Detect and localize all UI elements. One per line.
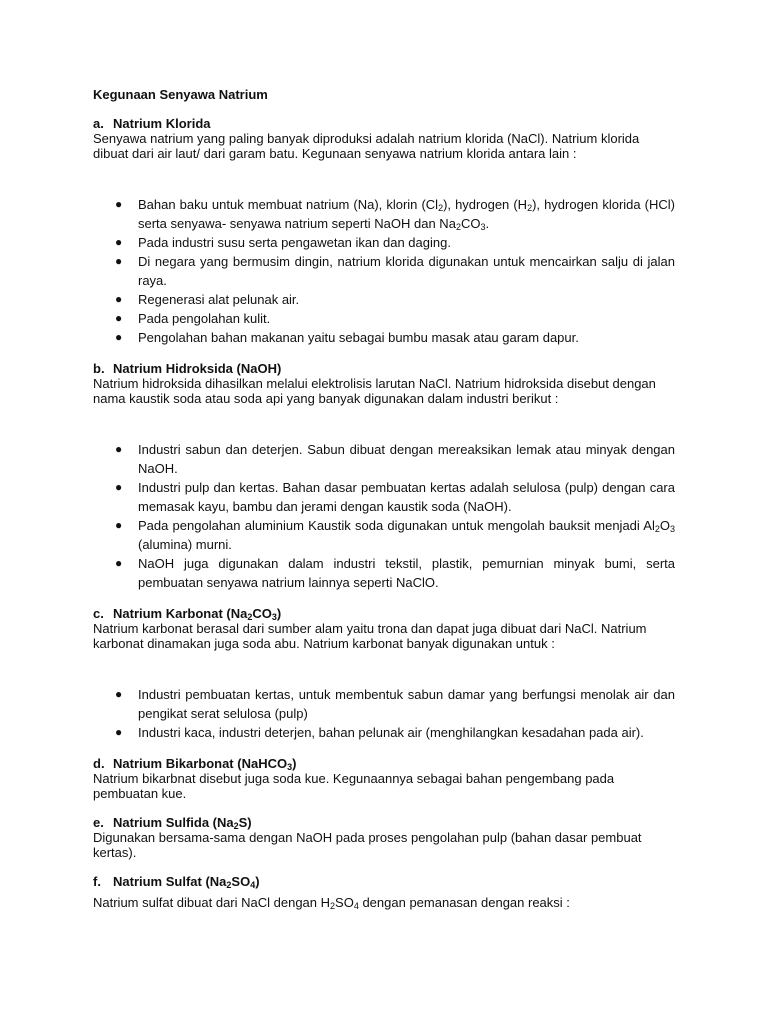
- section-letter: f.: [93, 874, 101, 889]
- document-title: Kegunaan Senyawa Natrium: [93, 87, 268, 102]
- list-item: [93, 685, 675, 723]
- list-item: [93, 233, 675, 252]
- section-heading: [93, 606, 675, 621]
- section-paragraph: Natrium sulfat dibuat dari NaCl dengan $H_2SO_4$ dengan pemanasan dengan reaksi :: [93, 895, 570, 911]
- section-natrium-karbonat: [93, 606, 675, 756]
- list-item: [93, 723, 675, 742]
- list-item-text: Pada pengolahan aluminium Kaustik soda digunakan untuk mengolah bauksit menjadi $Al_2O_3$ (alumina) murni.: [138, 518, 675, 552]
- section-heading: [93, 756, 675, 771]
- bullet-list: [93, 195, 675, 347]
- section-heading-text: Natrium Karbonat $(Na_2CO_3)$: [113, 606, 282, 622]
- list-item-text: Industri pulp dan kertas. Bahan dasar pembuatan kertas adalah selulosa (pulp) dengan cara memasak kayu, bambu dan jerami dengan kaustik soda (NaOH).: [138, 480, 675, 514]
- section-heading-text: Natrium Bikarbonat (NaHCO$_3$): [113, 756, 297, 772]
- bullet-list: [93, 440, 675, 592]
- section-letter: e.: [93, 815, 104, 830]
- section-natrium-bikarbonat: [93, 756, 675, 815]
- section-heading-text: Natrium Hidroksida (NaOH): [113, 361, 282, 376]
- list-item-text: Pada industri susu serta pengawetan ikan dan daging.: [138, 235, 451, 250]
- bullet-icon: ●: [115, 518, 123, 532]
- section-paragraph: Natrium hidroksida dihasilkan melalui elektrolisis larutan NaCl. Natrium hidroksida disebut dengan nama kaustik soda atau soda api yang banyak digunakan dalam industri berikut :: [93, 376, 656, 406]
- section-paragraph: Natrium bikarbnat disebut juga soda kue. Kegunaannya sebagai bahan pengembang pada pembuatan kue.: [93, 771, 615, 801]
- section-heading: [93, 874, 675, 889]
- bullet-icon: ●: [115, 254, 123, 268]
- list-item: [93, 195, 675, 233]
- section-heading: [93, 361, 675, 376]
- bullet-icon: ●: [115, 330, 123, 344]
- section-paragraph: Digunakan bersama-sama dengan NaOH pada proses pengolahan pulp (bahan dasar pembuat kertas).: [93, 830, 642, 860]
- list-item: [93, 309, 675, 328]
- document-page: [93, 87, 675, 910]
- list-item: [93, 328, 675, 347]
- section-heading-text: Natrium Klorida: [113, 116, 211, 131]
- section-heading-text: Natrium Sulfida $(Na_2S)$: [113, 815, 252, 831]
- bullet-icon: ●: [115, 687, 123, 701]
- list-item-text: Pengolahan bahan makanan yaitu sebagai bumbu masak atau garam dapur.: [138, 330, 579, 345]
- list-item-text: Industri sabun dan deterjen. Sabun dibuat dengan mereaksikan lemak atau minyak dengan NaOH.: [138, 442, 675, 476]
- section-natrium-sulfida: [93, 815, 675, 874]
- list-item: [93, 440, 675, 478]
- list-item: [93, 478, 675, 516]
- bullet-icon: ●: [115, 235, 123, 249]
- section-paragraph: Senyawa natrium yang paling banyak diproduksi adalah natrium klorida (NaCl). Natrium klorida dibuat dari air laut/ dari garam batu. Kegunaan senyawa natrium klorida antara lain :: [93, 131, 640, 161]
- bullet-icon: ●: [115, 725, 123, 739]
- bullet-icon: ●: [115, 442, 123, 456]
- section-heading: [93, 815, 675, 830]
- section-natrium-klorida: [93, 116, 675, 361]
- section-heading-text: Natrium Sulfat $(Na_2SO_4)$: [113, 874, 260, 890]
- bullet-icon: ●: [115, 480, 123, 494]
- section-letter: a.: [93, 116, 104, 131]
- section-natrium-hidroksida: [93, 361, 675, 606]
- section-letter: d.: [93, 756, 105, 771]
- bullet-icon: ●: [115, 556, 123, 570]
- section-letter: c.: [93, 606, 104, 621]
- list-item: [93, 554, 675, 592]
- list-item-text: Industri pembuatan kertas, untuk membentuk sabun damar yang berfungsi menolak air dan pengikat serat selulosa (pulp): [138, 687, 675, 721]
- list-item-text: Industri kaca, industri deterjen, bahan pelunak air (menghilangkan kesadahan pada air).: [138, 725, 644, 740]
- bullet-icon: ●: [115, 292, 123, 306]
- section-heading: [93, 116, 675, 131]
- section-paragraph: Natrium karbonat berasal dari sumber alam yaitu trona dan dapat juga dibuat dari NaCl. Natrium karbonat dinamakan juga soda abu. Natrium karbonat banyak digunakan untuk :: [93, 621, 647, 651]
- list-item: [93, 252, 675, 290]
- bullet-icon: ●: [115, 311, 123, 325]
- list-item-text: Di negara yang bermusim dingin, natrium klorida digunakan untuk mencairkan salju di jalan raya.: [138, 254, 675, 288]
- list-item-text: NaOH juga digunakan dalam industri tekstil, plastik, pemurnian minyak bumi, serta pembuatan senyawa natrium lainnya seperti NaClO.: [138, 556, 675, 590]
- list-item: [93, 516, 675, 554]
- section-letter: b.: [93, 361, 105, 376]
- list-item-text: Pada pengolahan kulit.: [138, 311, 271, 326]
- list-item-text: Regenerasi alat pelunak air.: [138, 292, 300, 307]
- list-item-text: Bahan baku untuk membuat natrium (Na), klorin $(Cl_2)$, hydrogen $(H_2)$, hydrogen klorida (HCl) serta senyawa- senyawa natrium seperti NaOH dan $Na_2CO_3$.: [138, 197, 676, 232]
- list-item: [93, 290, 675, 309]
- section-natrium-sulfat: [93, 874, 675, 910]
- bullet-icon: ●: [115, 197, 123, 211]
- bullet-list: [93, 685, 675, 742]
